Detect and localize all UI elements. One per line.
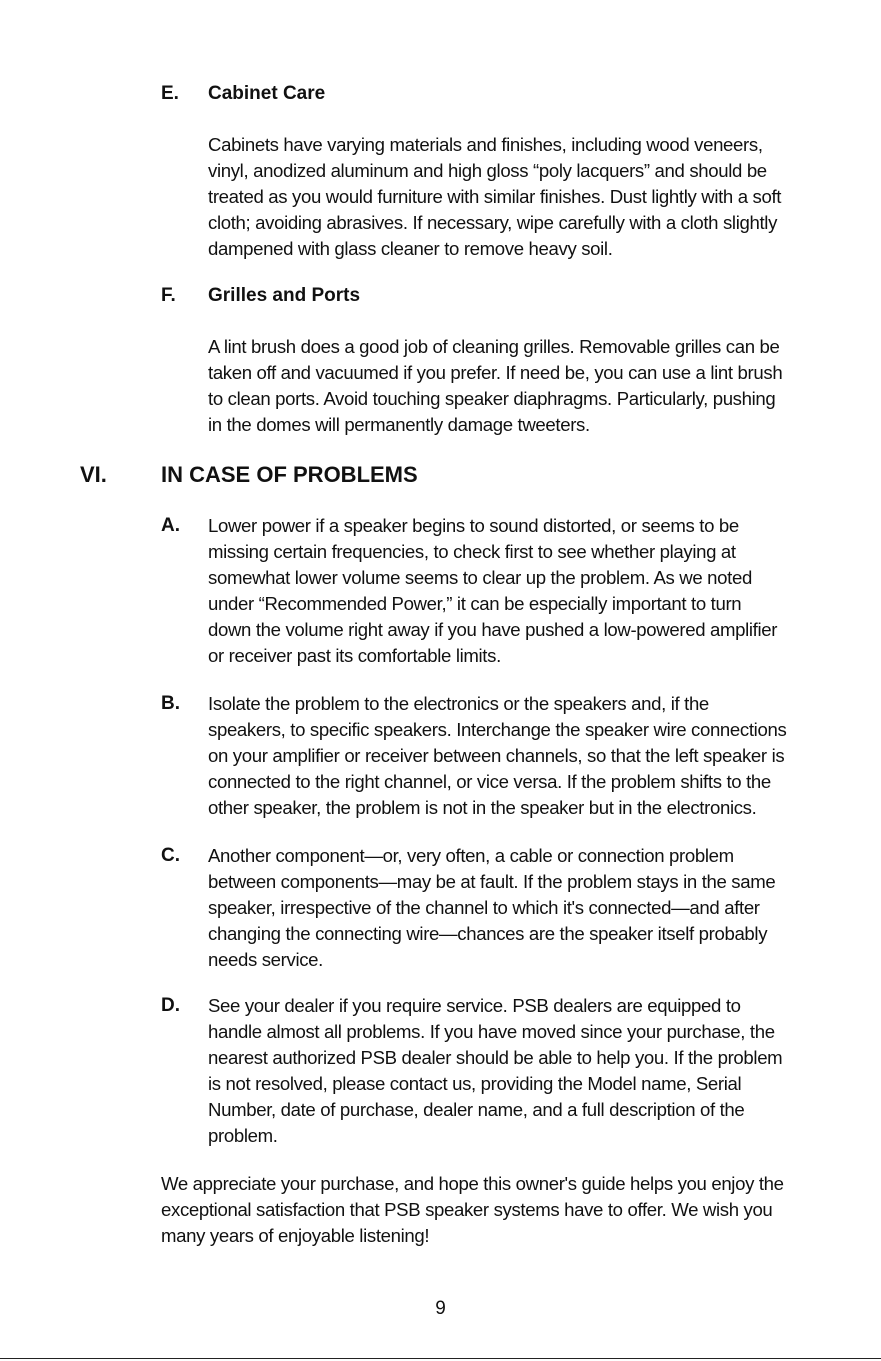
page-number: 9 (435, 1298, 446, 1319)
subsection-letter: F. (161, 285, 176, 306)
text-line: Another component—or, very often, a cable or connection problem (208, 845, 734, 866)
text-line: cloth; avoiding abrasives. If necessary, wipe carefully with a cloth slightly (208, 212, 778, 233)
subsection-letter: E. (161, 83, 179, 104)
text-line: needs service. (208, 949, 323, 970)
subsection-title: Cabinet Care (208, 83, 326, 104)
subsection-body-f (208, 334, 800, 438)
text-line: treated as you would furniture with similar finishes. Dust lightly with a soft (208, 186, 782, 207)
text-line: missing certain frequencies, to check first to see whether playing at (208, 541, 736, 562)
text-line: Cabinets have varying materials and finishes, including wood veneers, (208, 134, 763, 155)
section-number: VI. (80, 462, 107, 487)
subsection-body-e (208, 132, 800, 262)
item-letter-b: B. (161, 693, 180, 714)
text-line: nearest authorized PSB dealer should be able to help you. If the problem (208, 1047, 783, 1068)
text-line: between components—may be at fault. If the problem stays in the same (208, 871, 776, 892)
bottom-rule (0, 1358, 881, 1359)
text-line: down the volume right away if you have pushed a low-powered amplifier (208, 619, 778, 640)
item-body-a (208, 513, 800, 669)
text-line: somewhat lower volume seems to clear up the problem. As we noted (208, 567, 752, 588)
text-line: Lower power if a speaker begins to sound distorted, or seems to be (208, 515, 739, 536)
item-body-b (208, 691, 800, 821)
text-line: on your amplifier or receiver between channels, so that the left speaker is (208, 745, 785, 766)
item-letter-a: A. (161, 515, 180, 536)
text-line: connected to the right channel, or vice versa. If the problem shifts to the (208, 771, 771, 792)
text-line: Number, date of purchase, dealer name, and a full description of the (208, 1099, 745, 1120)
item-letter-d: D. (161, 995, 180, 1016)
closing-paragraph (161, 1171, 801, 1249)
text-line: dampened with glass cleaner to remove heavy soil. (208, 238, 613, 259)
item-body-c (208, 843, 800, 973)
text-line: vinyl, anodized aluminum and high gloss “poly lacquers” and should be (208, 160, 767, 181)
text-line: We appreciate your purchase, and hope this owner's guide helps you enjoy the (161, 1173, 784, 1194)
text-line: Isolate the problem to the electronics or the speakers and, if the (208, 693, 709, 714)
item-letter-c: C. (161, 845, 180, 866)
text-line: handle almost all problems. If you have moved since your purchase, the (208, 1021, 775, 1042)
text-line: speakers, to specific speakers. Interchange the speaker wire connections (208, 719, 787, 740)
text-line: other speaker, the problem is not in the speaker but in the electronics. (208, 797, 757, 818)
text-line: or receiver past its comfortable limits. (208, 645, 501, 666)
subsection-title: Grilles and Ports (208, 285, 361, 306)
text-line: See your dealer if you require service. PSB dealers are equipped to (208, 995, 741, 1016)
text-line: problem. (208, 1125, 278, 1146)
section-title: IN CASE OF PROBLEMS (161, 462, 418, 487)
item-body-d (208, 993, 800, 1149)
text-line: taken off and vacuumed if you prefer. If need be, you can use a lint brush (208, 362, 783, 383)
text-line: in the domes will permanently damage tweeters. (208, 414, 590, 435)
text-line: many years of enjoyable listening! (161, 1225, 430, 1246)
text-line: changing the connecting wire—chances are the speaker itself probably (208, 923, 768, 944)
text-line: is not resolved, please contact us, providing the Model name, Serial (208, 1073, 742, 1094)
text-line: exceptional satisfaction that PSB speaker systems have to offer. We wish you (161, 1199, 773, 1220)
text-line: under “Recommended Power,” it can be especially important to turn (208, 593, 742, 614)
text-line: speaker, irrespective of the channel to which it's connected—and after (208, 897, 760, 918)
text-line: A lint brush does a good job of cleaning grilles. Removable grilles can be (208, 336, 780, 357)
text-line: to clean ports. Avoid touching speaker diaphragms. Particularly, pushing (208, 388, 776, 409)
